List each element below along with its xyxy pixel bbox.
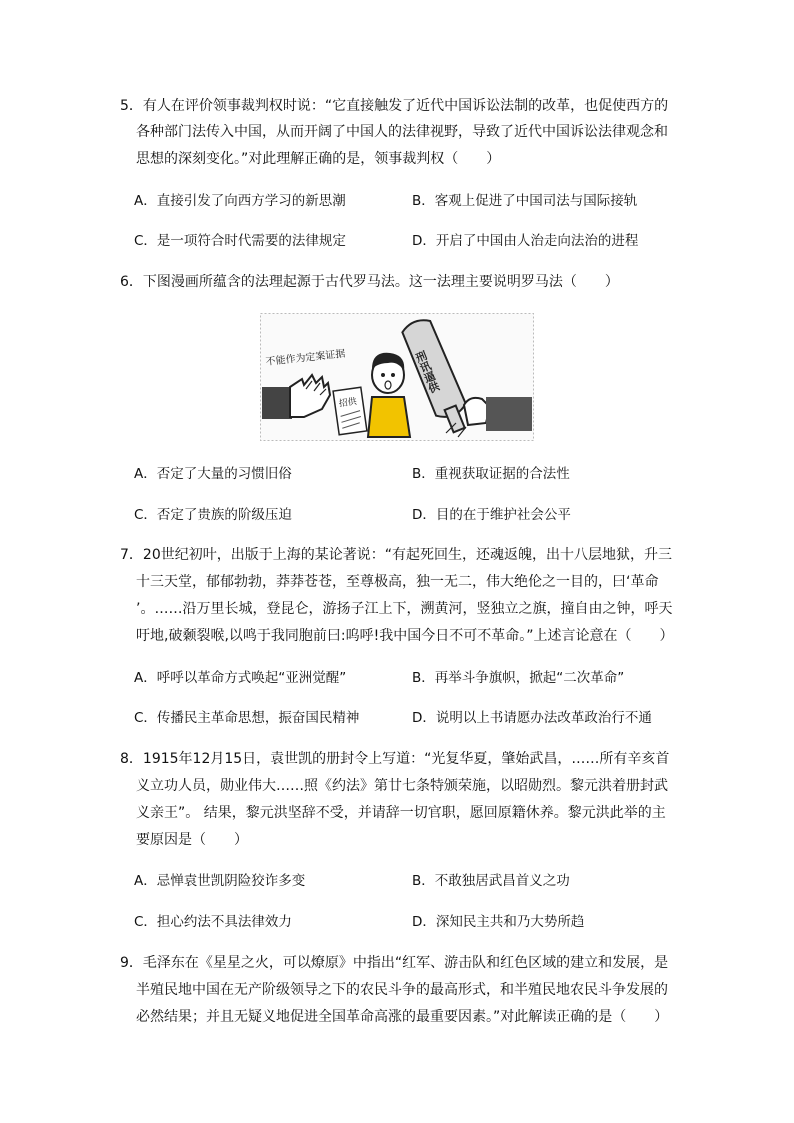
question-5-option-a: A．直接引发了向西方学习的新思潮 [134,193,346,209]
question-9-line-2: 半殖民地中国在无产阶级领导之下的农民斗争的最高形式，和半殖民地农民斗争发展的 [136,982,668,998]
question-8-line-3: 义亲王”。 结果，黎元洪坚辞不受，并请辞一切官职，愿回原籍休养。黎元洪此举的主 [136,805,666,821]
question-8-line-2: 义立功人员，勋业伟大……照《约法》第廿七条特颁荣施，以昭勋烈。黎元洪着册封武 [136,778,668,794]
question-7-option-b: B．再举斗争旗帜，掀起“二次革命” [412,670,625,686]
question-6-option-d: D．目的在于维护社会公平 [412,507,571,523]
question-7-option-a: A．呼呼以革命方式唤起“亚洲觉醒” [134,670,347,686]
question-8-option-b: B．不敢独居武昌首义之功 [412,873,570,889]
question-8-option-a: A．忌惮袁世凯阴险狡诈多变 [134,873,306,889]
cartoon-illustration [260,313,534,441]
question-9-line-3: 必然结果；并且无疑义地促进全国革命高涨的最重要因素。”对此解读正确的是（ ） [136,1009,669,1025]
question-5-line-3: 思想的深刻变化。”对此理解正确的是，领事裁判权（ ） [136,151,501,167]
question-8-line-4: 要原因是（ ） [136,832,248,848]
question-6-option-c: C．否定了贵族的阶级压迫 [134,507,292,523]
cartoon-paper-text: 招供 [338,397,358,410]
question-6-line-1: 6．下图漫画所蕴含的法理起源于古代罗马法。这一法理主要说明罗马法（ ） [120,274,619,290]
question-7-line-4: 吁地,破颡裂喉,以鸣于我同胞前曰:呜呼!我中国今日不可不革命。”上述言论意在（ ） [136,628,674,644]
question-7-option-d: D．说明以上书请愿办法改革政治行不通 [412,710,652,726]
cartoon-left-text: 不能作为定案证据 [265,348,346,368]
confession-paper-icon [333,387,367,434]
question-7-line-2: 十三天堂，郁郁勃勃，莽莽苍苍，至尊极高，独一无二，伟大绝伦之一目的，曰‘革命 [136,574,659,590]
question-5-line-1: 5．有人在评价领事裁判权时说：“它直接触发了近代中国诉讼法制的改革，也促使西方的 [120,98,669,114]
question-8-option-c: C．担心约法不具法律效力 [134,914,292,930]
question-8-line-1: 8．1915年12月15日，袁世凯的册封令上写道：“光复华夏，肇始武昌，……所有辛亥首 [120,751,670,767]
question-5-option-b: B．客观上促进了中国司法与国际接轨 [412,193,638,209]
question-5-option-d: D．开启了中国由人治走向法治的进程 [412,233,639,249]
question-6-option-a: A．否定了大量的习惯旧俗 [134,466,292,482]
question-5-option-c: C．是一项符合时代需要的法律规定 [134,233,346,249]
question-6-option-b: B．重视获取证据的合法性 [412,466,570,482]
question-5-line-2: 各种部门法传入中国，从而开阔了中国人的法律视野，导致了近代中国诉讼法律观念和 [136,124,668,140]
question-9-line-1: 9．毛泽东在《星星之火，可以燎原》中指出“红军、游击队和红色区域的建立和发展，是 [120,955,669,971]
question-8-option-d: D．深知民主共和乃大势所趋 [412,914,585,930]
cartoon-club-text: 刑讯逼供 [412,349,442,395]
question-7-line-3: ’。……沿万里长城，登昆仑，游扬子江上下，溯黄河，竖独立之旗，撞自由之钟，呼天 [136,601,673,617]
question-7-line-1: 7．20世纪初叶，出版于上海的某论著说：“有起死回生，还魂返魄，出十八层地狱，升三 [120,547,672,563]
question-7-option-c: C．传播民主革命思想，振奋国民精神 [134,710,360,726]
